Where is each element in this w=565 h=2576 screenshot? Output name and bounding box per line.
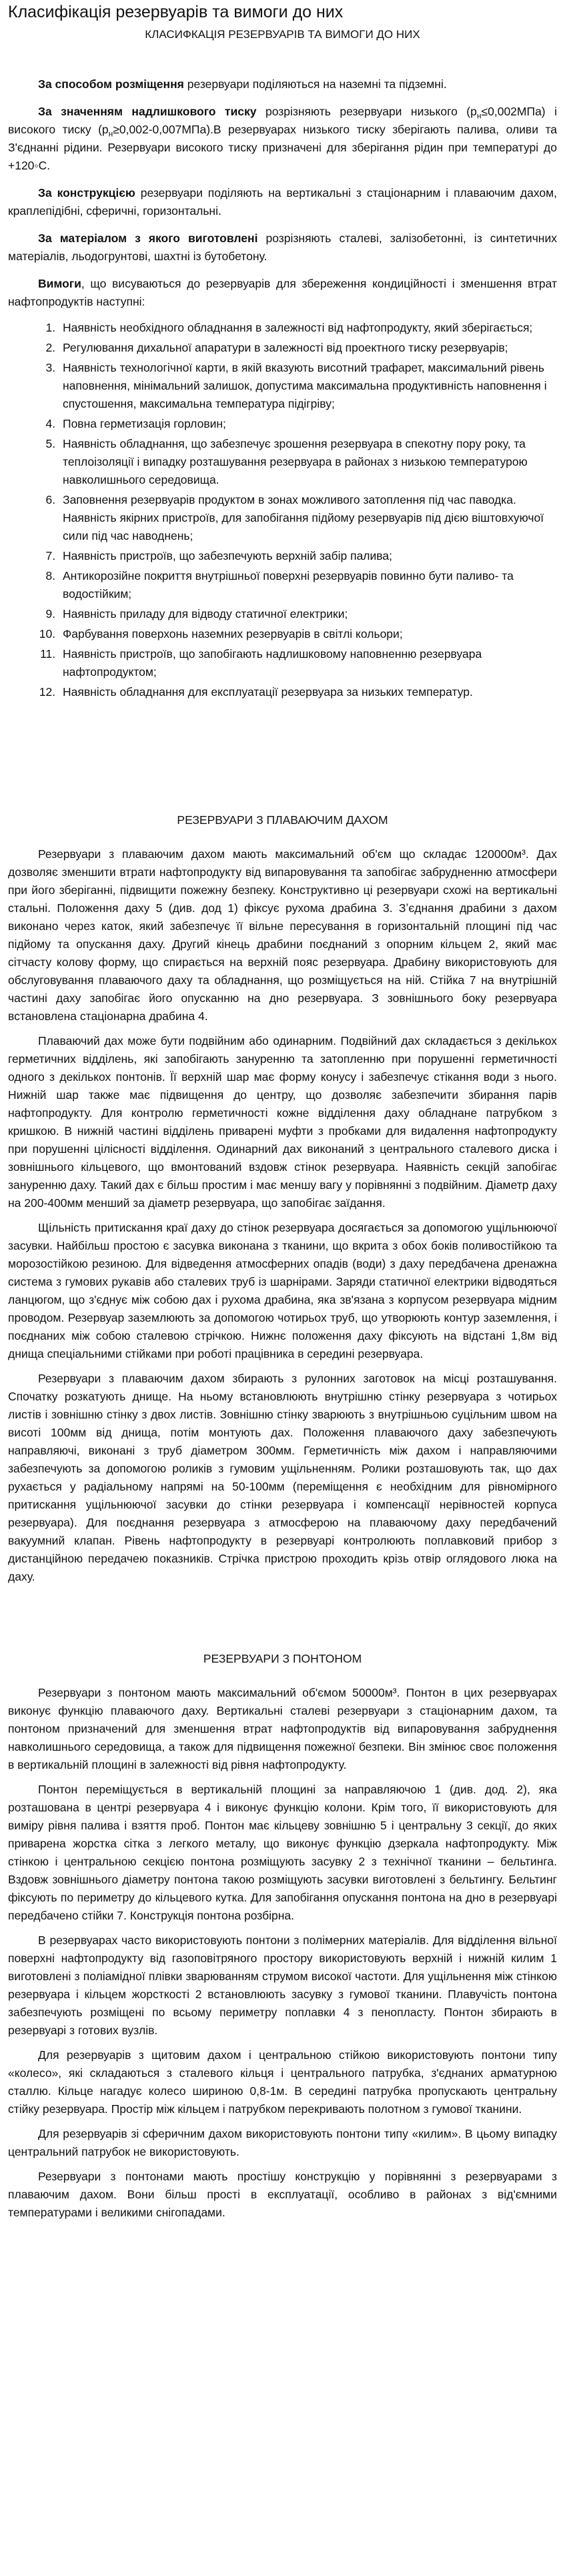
material-text: розрізняють сталеві, залізобетонні, із синтетичних матеріалів, льодогрунтові, шахтні із бутобетону. <box>8 232 557 263</box>
pontoon-paragraph: Понтон переміщується в вертикальній площині за направляючою 1 (див. дод. 2), яка розташована в центрі резервуара 4 і виконує функцію колони. Крім того, її використовують для виміру рівня палива і взяття проб. Понтон має кільцеву зовнішню 5 і центральну 3 секції, до яких приварена жорстка сітка з легкого металу, що виконує функцію дзеркала нафтопродукту. Між стінкою і центральною секцією понтона розміщують засувку 2 з технічної тканини – бельтинга. Вздовж зовнішнього діаметру понтона такою розміщують засувки виготовлені з бельтингу. Бельтинг фіксують по периметру до кільцевого кутка. Для запобігання опускання понтона на дно в резервуарі передбачено стійки 7. Конструкція понтона розбірна. <box>8 1783 557 1922</box>
requirements-list <box>8 319 557 701</box>
material-paragraph <box>8 230 557 266</box>
requirement-item: 5. Наявність обладнання, що забезпечує зрошення резервуара в спекотну пору року, та теплоізоляції і випадку розташування резервуара в районах з низькою температурою навколишнього середовища. <box>59 435 557 489</box>
pontoon-paragraph: Резервуари з понтонами мають простішу конструкцію у порівнянні з резервуарами з плаваючим дахом. Вони більш прості в експлуатації, особливо в районах з від'ємними температурами і великими снігопадами. <box>8 2170 557 2219</box>
requirement-item: 3. Наявність технологічної карти, в якій вказують висотний трафарет, максимальний рівень наповнення, мінімальний залишок, допустима максимальна продуктивність наповнення і спустошення, максимальна температура підігріву; <box>59 359 557 413</box>
requirement-item: 8. Антикорозійне покриття внутрішньої поверхні резервуарів повинно бути паливо- та водостійким; <box>59 567 557 603</box>
requirement-item: 7. Наявність пристроїв, що забезпечують верхній забір палива; <box>59 547 557 565</box>
design-lead: За конструкцією <box>38 186 135 199</box>
material-lead: За матеріалом з якого виготовлені <box>38 232 258 245</box>
floating-roof-paragraph: Резервуари з плаваючим дахом збирають з рулонних заготовок на місці розташування. Спочатку розкатують днище. На ньому встановлюють внутрішню стінку резервуара з чотирьох листів і зовнішню стінку з двох листів. Зовнішню стінку зварюють з внутрішньою суцільним швом на висоті 100мм від днища, потім монтують дах. Положення плаваючого даху забезпечують направляючі, виконані з труб діаметром 300мм. Герметичність між дахом і направляючими забезпечують за допомогою роликів з гумовим ущільненням. Ролики розташовують так, що дах рухається у радіальному напрямі на 50-100мм (переміщення є необхідним для рівномірного притискання ущільнюючої засувки до стінки резервуара і компенсації нерівностей корпуса резервуара). Для поєднання резервуара з атмосферою на плаваючому даху передбачений вакуумний клапан. Рівень нафтопродукту в резервуарі контролюють поплавковий прибор з дистанційною передачею показників. Стрічка пристрою проходить крізь отвір оглядового люка на даху. <box>8 1372 557 1583</box>
floating-roof-paragraph: Щільність притискання краї даху до стінок резервуара досягається за допомогою ущільнюючої засувки. Найбільш простою є засувка виконана з тканини, що вкрита з обох боків поливостійкою та морозостійкою резиною. Для відведення атмосферних опадів (води) з даху передбачена дренажна система з гумових рукавів або сталевих труб із шарнірами. Заряди статичної електрики відводяться ланцюгом, що з'єднує між собою дах і рухома драбина, яка зв'язана з корпусом резервуара мідним проводом. Резервуар заземлюють за допомогою чотирьох труб, що утворюють контур заземлення, і поєднаних між собою сталевою стрічкою. Нижнє положення даху фіксують на відстані 1,8м від днища спеціальними стійками при роботі працівника в середині резервуара. <box>8 1221 557 1360</box>
page-title: Класифікація резервуарів та вимоги до них <box>8 3 344 21</box>
requirement-item: 10. Фарбування поверхонь наземних резервуарів в світлі кольори; <box>59 625 557 643</box>
design-text: резервуари поділяють на вертикальні з стаціонарним і плаваючим дахом, краплепідібні, сферичні, горизонтальні. <box>8 186 557 218</box>
pontoon-heading: РЕЗЕРВУАРИ З ПОНТОНОМ <box>203 1652 362 1665</box>
requirement-item: 12. Наявність обладнання для експлуатації резервуара за низьких температур. <box>59 683 557 701</box>
pontoon-paragraph: Для резервуарів зі сферичним дахом використовують понтони типу «килим». В цьому випадку центральний патрубок не використовують. <box>8 2127 557 2158</box>
placement-text: резервуари поділяються на наземні та підземні. <box>183 77 447 91</box>
requirement-item: 9. Наявність приладу для відводу статичної електрики; <box>59 605 557 623</box>
requirement-item: 6. Заповнення резервуарів продуктом в зонах можливого затоплення під час паводка. Наявність якірних пристроїв, для запобігання підйому резервуарів під дією віштовхуючої сили під час наводнень; <box>59 491 557 545</box>
requirement-item: 2. Регулювання дихальної апаратури в залежності від проектного тиску резервуарів; <box>59 339 557 357</box>
requirements-lead: Вимоги <box>38 277 81 290</box>
requirement-item: 4. Повна герметизація горловин; <box>59 415 557 433</box>
pontoon-section <box>8 1684 557 2222</box>
floating-roof-heading: РЕЗЕРВУАРИ З ПЛАВАЮЧИМ ДАХОМ <box>177 813 388 827</box>
floating-roof-section <box>8 845 557 1586</box>
requirements-intro-text: , що висуваються до резервуарів для збереження кондиційності і зменшення втрат нафтопродуктів наступні: <box>8 277 557 308</box>
page-subtitle: КЛАСИФКАЦІЯ РЕЗЕРВУАРІВ ТА ВИМОГИ ДО НИХ <box>145 28 420 41</box>
pressure-paragraph: За значенням надлишкового тиску розрізняють резервуари низького $(p_н\le 0,002МПа)$ і високого тиску $(p_н\ge 0,002-0,007МПа).В$ резервуарах низького тиску зберігають палива, оливи та З'єднанні рідини. Резервуари високого тиску призначені для зберігання рідин при температурі до +120◦С. <box>8 105 557 172</box>
requirement-item: 11. Наявність пристроїв, що запобігають надлишковому наповненню резервуара нафтопродуктом; <box>59 645 557 681</box>
pontoon-paragraph: Резервуари з понтоном мають максимальний об'ємом 50000м³. Понтон в цих резервуарах виконує функцію плаваючого даху. Вертикальні сталеві резервуари з стаціонарним дахом, та понтоном призначений для зменшення втрат нафтопродуктів від випаровування забруднення навколишнього середовища, а також для підвищення пожежної безпеки. Він змінює своє положення в вертикальній площині в залежності від рівня нафтопродукту. <box>8 1686 557 1771</box>
pontoon-paragraph: В резервуарах часто використовують понтони з полімерних матеріалів. Для відділення вільної поверхні нафтопродукту від газоповітряного простору використовують верхній і нижній килим 1 виготовлені з поліамідної плівки зварюванням струмом високої частоти. Для ущільнення між стінкою резервуара і кільцем жорсткості 2 встановлюють засувку з гумової тканини. Плавучість понтона забезпечують розміщені по всьому периметру поплавки 4 з пенопласту. Понтон збирають в резервуарі з готових вузлів. <box>8 1934 557 2037</box>
requirements-intro <box>8 275 557 311</box>
requirement-item: 1. Наявність необхідного обладнання в залежності від нафтопродукту, який зберігається; <box>59 319 557 337</box>
placement-paragraph <box>8 75 557 93</box>
placement-lead: За способом розміщення <box>38 77 184 91</box>
design-paragraph <box>8 184 557 220</box>
pressure-lead: За значенням надлишкового тиску <box>38 105 257 118</box>
floating-roof-paragraph: Резервуари з плаваючим дахом мають максимальний об'єм що складає 120000м³. Дах дозволяє зменшити втрати нафтопродукту від випаровування та запобігає забрудненню атмосфери при його зберіганні, підвищити пожежну безпеку. Конструктивно ці резервуари схожі на вертикальні стальні. Положення даху 5 (див. дод 1) фіксує рухома драбина 3. Зʼєднання драбини з дахом виконано через каток, який забезпечує її вільне пересування в горизонтальній площині під час підйому та опускання даху. Другий кінець драбини поєднаний з опорним кільцем 2, який має сітчасту колову форму, що спирається на верхній пояс резервуара. Драбину використовують для обслуговування плаваючого даху та обладнання, що розміщується на ній. Стійка 7 на внутрішній частині даху запобігає його опусканню на дно резервуара. З зовнішнього боку резервуара встановлена стаціонарна драбина 4. <box>8 847 557 1023</box>
pontoon-paragraph: Для резервуарів з щитовим дахом і центральною стійкою використовують понтони типу «колесо», які складаються з сталевого кільця і центрального патрубка, з'єднаних арматурною сталлю. Кільце нагадує колесо шириною 0,8-1м. В середині патрубка пропускають центральну стійку резервуара. Простір між кільцем і патрубком перекривають полотном з гумової тканини. <box>8 2048 557 2116</box>
floating-roof-paragraph: Плаваючий дах може бути подвійним або одинарним. Подвійний дах складається з декількох герметичних відділень, які запобігають зануренню та затопленню при порушенні герметичності одного з декількох понтонів. Її верхній шар має форму конусу і забезпечує стікання води з нього. Нижній шар также має підвищення до центру, що дозволяє забезпечити збирання парів нафтопродукту. Для контролю герметичності кожне відділення даху обладнане патрубком з кришкою. В нижній частині відділень приварені муфти з пробками для видалення нафтопродукту при порушенні цілісності відділення. Одинарний дах виконаний з центрального сталевого диска і зовнішнього кільцевого, що вмонтований вздовж стінок резервуара. Наявність секцій запобігає зануренню даху. Такий дах є більш простим і має меншу вагу у порівнянні з подвійним. Діаметр даху на 200-400мм менший за діаметр резервуара, що запобігає заїдання. <box>8 1034 557 1210</box>
